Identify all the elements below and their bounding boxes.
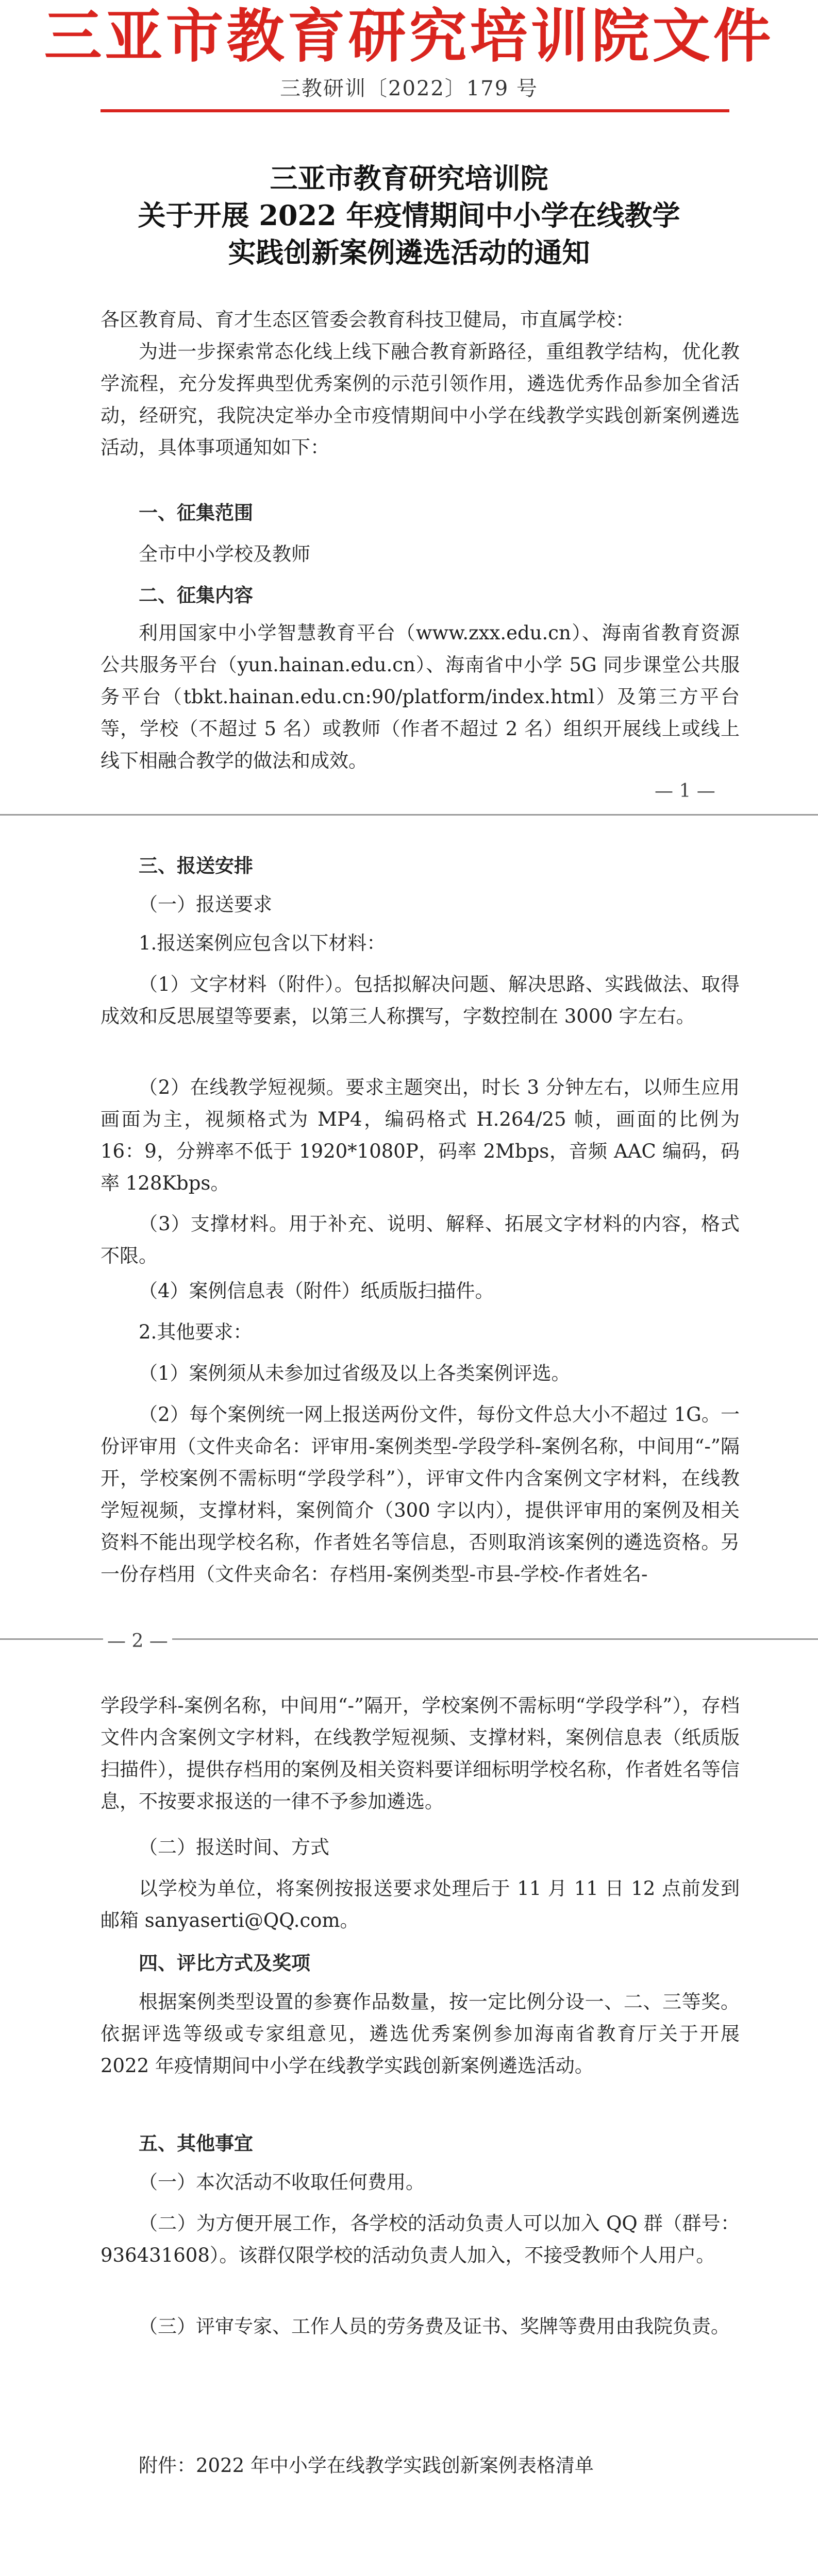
item-2-heading: 2.其他要求： [139, 1321, 253, 1343]
subsection-time-method: （二）报送时间、方式 [139, 1836, 329, 1858]
material-4: （4）案例信息表（附件）纸质版扫描件。 [139, 1280, 494, 1302]
intro-paragraph: 为进一步探索常态化线上线下融合教育新路径，重组教学结构，优化教学流程，充分发挥典型优秀案例的示范引领作用，遴选优秀作品参加全省活动，经研究，我院决定举办全市疫情期间中小学在线教学实践创新案例遴选活动，具体事项通知如下： [101, 341, 740, 459]
page-number-1: — 1 — [655, 781, 715, 802]
submission-time-text: 以学校为单位，将案例按报送要求处理后于 11 月 11 日 12 点前发到邮箱 sanyaserti@QQ.com。 [101, 1877, 740, 1931]
page-separator [0, 814, 818, 816]
other-requirement-2a: （2）每个案例统一网上报送两份文件，每份文件总大小不超过 1G。一份评审用（文件夹命名：评审用-案例类型-学段学科-案例名称，中间用“-”隔开，学校案例不需标明“学段学科”），评审文件内含案例文字材料，在线教学短视频，支撑材料，案例简介（300 字以内），提供评审用的案例及相关资料不能出现学校名称，作者姓名等信息，否则取消该案例的遴选资格。另一份存档用（文件夹命名：存档用-案例类型-市县-学校-作者姓名- [101, 1403, 740, 1585]
document-number: 三教研训〔2022〕179 号 [280, 77, 538, 100]
section-1-heading: 一、征集范围 [139, 502, 253, 524]
other-matter-3: （三）评审专家、工作人员的劳务费及证书、奖牌等费用由我院负责。 [139, 2315, 730, 2337]
title-line-3: 实践创新案例遴选活动的通知 [228, 236, 590, 269]
attachment-line: 附件：2022 年中小学在线教学实践创新案例表格清单 [139, 2454, 594, 2477]
title-line-2: 关于开展 2022 年疫情期间中小学在线教学 [138, 199, 680, 232]
section-4-heading: 四、评比方式及奖项 [139, 1952, 310, 1974]
material-1: （1）文字材料（附件）。包括拟解决问题、解决思路、实践做法、取得成效和反思展望等要素，以第三人称撰写，字数控制在 3000 字左右。 [101, 973, 740, 1027]
page-number-2: — 2 — [103, 1631, 172, 1652]
section-5-heading: 五、其他事宜 [139, 2132, 253, 2155]
subsection-requirements: （一）报送要求 [139, 893, 272, 916]
other-matter-1: （一）本次活动不收取任何费用。 [139, 2171, 425, 2193]
title-line-1: 三亚市教育研究培训院 [270, 162, 548, 195]
other-matter-2: （二）为方便开展工作，各学校的活动负责人可以加入 QQ 群（群号：936431608）。该群仅限学校的活动负责人加入，不接受教师个人用户。 [101, 2212, 740, 2266]
other-requirement-1: （1）案例须从未参加过省级及以上各类案例评选。 [139, 1362, 571, 1384]
address-line: 各区教育局、育才生态区管委会教育科技卫健局，市直属学校： [101, 309, 635, 331]
section-2-heading: 二、征集内容 [139, 584, 253, 606]
material-3: （3）支撑材料。用于补充、说明、解释、拓展文字材料的内容，格式不限。 [101, 1213, 740, 1267]
section-1-text: 全市中小学校及教师 [139, 543, 310, 565]
document-masthead: 三亚市教育研究培训院文件 [44, 3, 774, 70]
other-requirement-2b: 学段学科-案例名称，中间用“-”隔开，学校案例不需标明“学段学科”），存档文件内含案例文字材料，在线教学短视频、支撑材料，案例信息表（纸质版扫描件），提供存档用的案例及相关资料要详细标明学校名称，作者姓名等信息，不按要求报送的一律不予参加遴选。 [101, 1694, 740, 1812]
section-3-heading: 三、报送安排 [139, 855, 253, 877]
section-2-text: 利用国家中小学智慧教育平台（www.zxx.edu.cn）、海南省教育资源公共服务平台（yun.hainan.edu.cn）、海南省中小学 5G 同步课堂公共服务平台（tbkt.hainan.edu.cn:90/platform/index.html）及第三方平台等，学校（不超过 5 名）或教师（作者不超过 2 名）组织开展线上或线上线下相融合教学的做法和成效。 [101, 622, 740, 772]
section-4-text: 根据案例类型设置的参赛作品数量，按一定比例分设一、二、三等奖。依据评选等级或专家组意见，遴选优秀案例参加海南省教育厅关于开展 2022 年疫情期间中小学在线教学实践创新案例遴选活动。 [101, 1991, 740, 2077]
item-1-heading: 1.报送案例应包含以下材料： [139, 932, 386, 954]
material-2: （2）在线教学短视频。要求主题突出，时长 3 分钟左右，以师生应用画面为主，视频格式为 MP4，编码格式 H.264/25 帧，画面的比例为 16：9，分辨率不低于 1920*1080P，码率 2Mbps，音频 AAC 编码，码率 128Kbps。 [101, 1076, 740, 1194]
red-divider-line [101, 109, 729, 112]
